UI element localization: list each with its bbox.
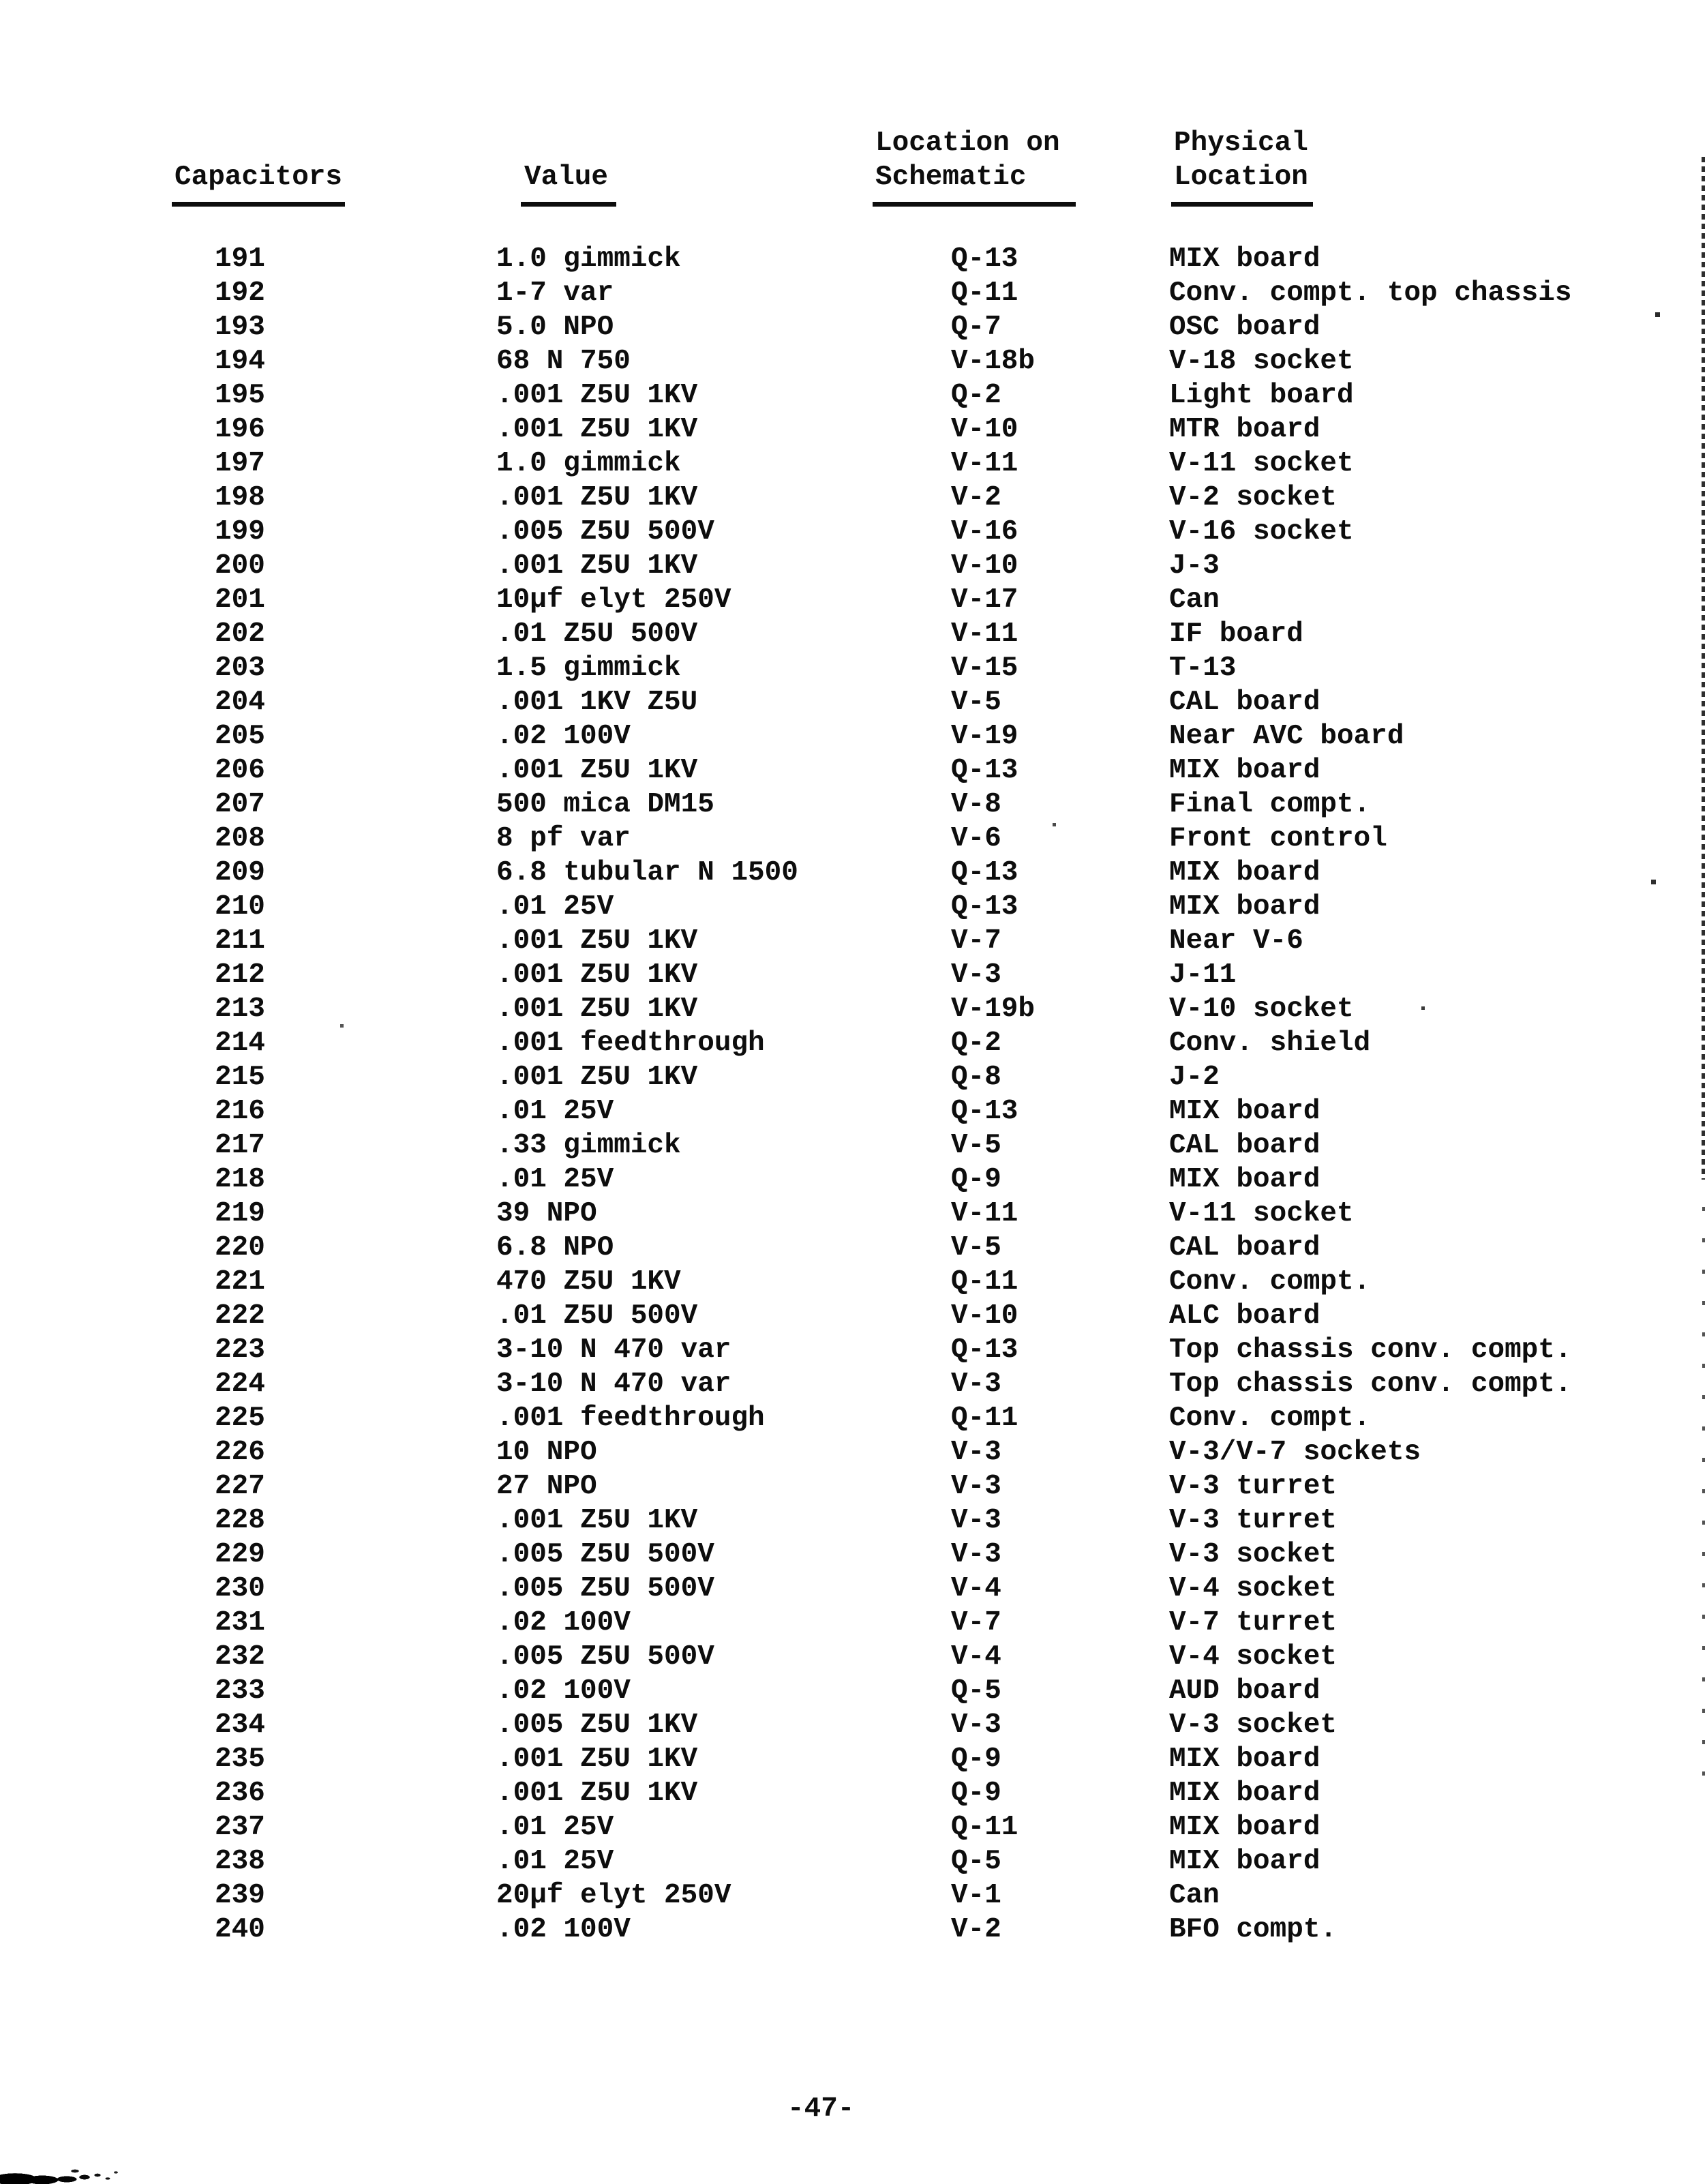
capacitor-number: 237 [215,1812,265,1843]
schematic-location: V-5 [951,1232,1001,1263]
physical-location: V-3 socket [1169,1539,1338,1570]
schematic-location: Q-13 [951,891,1018,923]
capacitor-value: 1.0 gimmick [496,243,681,275]
table-row [0,549,1707,583]
capacitor-value: 3-10 N 470 var [496,1334,731,1366]
capacitor-number: 224 [215,1368,265,1400]
table-row [0,1401,1707,1435]
capacitor-value: .005 Z5U 500V [496,1641,714,1673]
table-row [0,685,1707,719]
capacitor-number: 204 [215,687,265,718]
physical-location: MIX board [1169,1812,1320,1843]
physical-location: IF board [1169,618,1303,650]
schematic-location: V-11 [951,448,1018,479]
capacitor-value: .001 Z5U 1KV [496,755,698,786]
capacitor-value: .02 100V [496,721,631,752]
capacitor-value: .01 Z5U 500V [496,618,698,650]
table-row [0,1026,1707,1060]
physical-location: V-4 socket [1169,1641,1338,1673]
header-location-on-schematic-line2: Schematic [875,162,1027,193]
physical-location: MIX board [1169,1778,1320,1809]
physical-location: CAL board [1169,687,1320,718]
table-row [0,1776,1707,1810]
physical-location: MIX board [1169,755,1320,786]
physical-location: MIX board [1169,857,1320,888]
table-row [0,1504,1707,1538]
physical-location: V-7 turret [1169,1607,1338,1639]
table-row [0,1128,1707,1163]
schematic-location: V-19b [951,993,1036,1025]
capacitor-value: 1.5 gimmick [496,653,681,684]
capacitor-number: 217 [215,1130,265,1161]
physical-location: V-3 turret [1169,1471,1338,1502]
capacitor-number: 218 [215,1164,265,1195]
capacitor-value: .01 25V [496,1096,614,1127]
physical-location: V-2 socket [1169,482,1338,513]
capacitor-number: 216 [215,1096,265,1127]
capacitor-value: .001 Z5U 1KV [496,380,698,411]
header-physical-location-line2: Location [1174,162,1308,193]
capacitor-number: 235 [215,1744,265,1775]
physical-location: Conv. compt. top chassis [1169,278,1572,309]
capacitor-number: 193 [215,312,265,343]
physical-location: V-3 turret [1169,1505,1338,1536]
table-row [0,515,1707,549]
table-row [0,1913,1707,1947]
capacitor-number: 226 [215,1437,265,1468]
header-capacitors: Capacitors [175,162,343,193]
physical-location: Can [1169,584,1220,616]
capacitor-value: 1.0 gimmick [496,448,681,479]
physical-location: V-10 socket [1169,993,1354,1025]
physical-location: Conv. compt. [1169,1403,1371,1434]
underline-schematic [873,202,1076,207]
physical-location: CAL board [1169,1130,1320,1161]
physical-location: Near V-6 [1169,925,1303,957]
capacitor-value: .001 Z5U 1KV [496,993,698,1025]
schematic-location: V-19 [951,721,1018,752]
schematic-location: V-15 [951,653,1018,684]
schematic-location: V-1 [951,1880,1001,1911]
scan-ink-smudge [0,2166,130,2184]
table-row [0,1197,1707,1231]
capacitor-value: 20μf elyt 250V [496,1880,731,1911]
schematic-location: V-3 [951,1437,1001,1468]
physical-location: V-3 socket [1169,1709,1338,1741]
table-row [0,1265,1707,1299]
capacitor-number: 225 [215,1403,265,1434]
capacitor-number: 228 [215,1505,265,1536]
capacitor-number: 202 [215,618,265,650]
capacitor-number: 205 [215,721,265,752]
physical-location: V-3/V-7 sockets [1169,1437,1421,1468]
table-row [0,481,1707,515]
table-row [0,413,1707,447]
table-row [0,719,1707,753]
capacitor-value: .01 25V [496,1846,614,1877]
table-row [0,1844,1707,1879]
schematic-location: V-3 [951,1709,1001,1741]
physical-location: J-11 [1169,959,1237,991]
physical-location: BFO compt. [1169,1914,1338,1945]
schematic-location: V-4 [951,1641,1001,1673]
schematic-location: V-7 [951,925,1001,957]
capacitor-number: 231 [215,1607,265,1639]
table-row [0,276,1707,310]
header-location-on-schematic-line1: Location on [875,128,1060,159]
capacitor-value: .001 Z5U 1KV [496,414,698,445]
capacitor-number: 240 [215,1914,265,1945]
schematic-location: Q-9 [951,1778,1001,1809]
table-row [0,583,1707,617]
table-row [0,1333,1707,1367]
schematic-location: V-3 [951,1539,1001,1570]
capacitor-value: .001 Z5U 1KV [496,550,698,582]
scan-edge-dash-artifact [1702,157,1705,1180]
capacitor-value: .02 100V [496,1607,631,1639]
capacitor-value: .001 1KV Z5U [496,687,698,718]
physical-location: Conv. compt. [1169,1266,1371,1298]
table-row [0,1469,1707,1504]
capacitor-number: 223 [215,1334,265,1366]
physical-location: J-2 [1169,1062,1220,1093]
schematic-location: V-3 [951,959,1001,991]
table-row [0,1640,1707,1674]
capacitor-value: .02 100V [496,1914,631,1945]
capacitor-number: 208 [215,823,265,854]
capacitor-number: 212 [215,959,265,991]
physical-location: V-4 socket [1169,1573,1338,1604]
capacitor-number: 221 [215,1266,265,1298]
capacitor-value: 5.0 NPO [496,312,614,343]
schematic-location: V-4 [951,1573,1001,1604]
capacitor-value: 68 N 750 [496,346,631,377]
scan-speck-artifacts [0,0,2,2]
schematic-location: V-3 [951,1505,1001,1536]
capacitor-number: 192 [215,278,265,309]
physical-location: Conv. shield [1169,1028,1371,1059]
table-row [0,1299,1707,1333]
capacitor-number: 201 [215,584,265,616]
table-row [0,1163,1707,1197]
physical-location: Final compt. [1169,789,1371,820]
scan-edge-dash-artifact-lower [1702,1207,1705,1793]
table-row [0,753,1707,788]
capacitor-value: .01 Z5U 500V [496,1300,698,1332]
capacitor-number: 234 [215,1709,265,1741]
physical-location: CAL board [1169,1232,1320,1263]
capacitor-number: 238 [215,1846,265,1877]
capacitor-number: 195 [215,380,265,411]
capacitor-number: 233 [215,1675,265,1707]
schematic-location: V-10 [951,550,1018,582]
physical-location: Near AVC board [1169,721,1404,752]
capacitor-value: 10μf elyt 250V [496,584,731,616]
capacitor-number: 198 [215,482,265,513]
physical-location: V-18 socket [1169,346,1354,377]
capacitor-number: 207 [215,789,265,820]
table-row [0,1674,1707,1708]
physical-location: V-11 socket [1169,448,1354,479]
schematic-location: Q-9 [951,1164,1001,1195]
schematic-location: Q-11 [951,1403,1018,1434]
capacitor-number: 210 [215,891,265,923]
capacitor-number: 191 [215,243,265,275]
capacitor-value: .005 Z5U 500V [496,1573,714,1604]
physical-location: T-13 [1169,653,1237,684]
schematic-location: V-11 [951,1198,1018,1229]
capacitor-number: 236 [215,1778,265,1809]
capacitor-number: 214 [215,1028,265,1059]
capacitor-value: .001 Z5U 1KV [496,1778,698,1809]
underline-capacitors [172,202,345,207]
capacitor-value: 10 NPO [496,1437,597,1468]
schematic-location: V-16 [951,516,1018,548]
physical-location: MIX board [1169,1164,1320,1195]
capacitor-number: 211 [215,925,265,957]
physical-location: MIX board [1169,891,1320,923]
capacitor-number: 227 [215,1471,265,1502]
table-row [0,958,1707,992]
capacitor-value: .005 Z5U 500V [496,1539,714,1570]
physical-location: MIX board [1169,243,1320,275]
table-row [0,1810,1707,1844]
capacitor-value: .01 25V [496,1812,614,1843]
table-row [0,447,1707,481]
table-row [0,1606,1707,1640]
table-row [0,788,1707,822]
capacitor-value: .001 Z5U 1KV [496,959,698,991]
table-row [0,242,1707,276]
physical-location: OSC board [1169,312,1320,343]
capacitor-value: .001 Z5U 1KV [496,1505,698,1536]
schematic-location: V-10 [951,414,1018,445]
table-row [0,822,1707,856]
header-value: Value [524,162,609,193]
physical-location: Light board [1169,380,1354,411]
physical-location: V-11 socket [1169,1198,1354,1229]
capacitor-value: .001 feedthrough [496,1028,765,1059]
table-row [0,1231,1707,1265]
capacitor-value: 470 Z5U 1KV [496,1266,681,1298]
underline-location [1171,202,1313,207]
schematic-location: V-18b [951,346,1036,377]
table-row [0,310,1707,344]
schematic-location: V-5 [951,687,1001,718]
capacitor-number: 213 [215,993,265,1025]
capacitor-number: 219 [215,1198,265,1229]
capacitor-value: 39 NPO [496,1198,597,1229]
capacitor-value: 6.8 tubular N 1500 [496,857,798,888]
capacitor-value: .01 25V [496,891,614,923]
schematic-location: Q-11 [951,1812,1018,1843]
schematic-location: Q-13 [951,755,1018,786]
physical-location: V-16 socket [1169,516,1354,548]
capacitor-number: 229 [215,1539,265,1570]
schematic-location: V-11 [951,618,1018,650]
capacitor-number: 220 [215,1232,265,1263]
table-row [0,856,1707,890]
table-row [0,924,1707,958]
page-number: -47- [787,2093,855,2125]
capacitor-number: 222 [215,1300,265,1332]
physical-location: MTR board [1169,414,1320,445]
table-row [0,1538,1707,1572]
schematic-location: Q-7 [951,312,1001,343]
capacitor-number: 200 [215,550,265,582]
physical-location: ALC board [1169,1300,1320,1332]
schematic-location: Q-13 [951,1334,1018,1366]
table-row [0,1060,1707,1094]
capacitor-number: 232 [215,1641,265,1673]
table-row [0,1572,1707,1606]
capacitor-value: 500 mica DM15 [496,789,714,820]
capacitor-number: 203 [215,653,265,684]
table-row [0,992,1707,1026]
schematic-location: Q-8 [951,1062,1001,1093]
physical-location: J-3 [1169,550,1220,582]
physical-location: Top chassis conv. compt. [1169,1334,1572,1366]
physical-location: Can [1169,1880,1220,1911]
schematic-location: Q-13 [951,243,1018,275]
schematic-location: V-7 [951,1607,1001,1639]
capacitor-value: .01 25V [496,1164,614,1195]
schematic-location: Q-13 [951,1096,1018,1127]
capacitor-value: .001 Z5U 1KV [496,1062,698,1093]
table-row [0,1094,1707,1128]
underline-value [521,202,616,207]
physical-location: MIX board [1169,1744,1320,1775]
table-row [0,378,1707,413]
capacitor-value: .001 Z5U 1KV [496,482,698,513]
physical-location: Front control [1169,823,1387,854]
table-row [0,1742,1707,1776]
capacitor-value: 3-10 N 470 var [496,1368,731,1400]
table-row [0,651,1707,685]
physical-location: AUD board [1169,1675,1320,1707]
capacitor-value: 1-7 var [496,278,614,309]
schematic-location: V-3 [951,1368,1001,1400]
schematic-location: V-6 [951,823,1001,854]
schematic-location: V-17 [951,584,1018,616]
schematic-location: V-3 [951,1471,1001,1502]
table-row [0,1367,1707,1401]
capacitor-number: 196 [215,414,265,445]
capacitor-value: .005 Z5U 1KV [496,1709,698,1741]
capacitor-number: 194 [215,346,265,377]
capacitor-value: .001 feedthrough [496,1403,765,1434]
capacitor-number: 209 [215,857,265,888]
capacitor-number: 206 [215,755,265,786]
schematic-location: Q-11 [951,1266,1018,1298]
capacitor-number: 197 [215,448,265,479]
schematic-location: Q-5 [951,1675,1001,1707]
table-row [0,344,1707,378]
capacitor-number: 199 [215,516,265,548]
capacitor-value: 6.8 NPO [496,1232,614,1263]
schematic-location: V-5 [951,1130,1001,1161]
schematic-location: V-2 [951,482,1001,513]
physical-location: MIX board [1169,1846,1320,1877]
capacitor-value: .33 gimmick [496,1130,681,1161]
schematic-location: V-10 [951,1300,1018,1332]
capacitor-value: .02 100V [496,1675,631,1707]
table-row [0,1708,1707,1742]
schematic-location: Q-2 [951,1028,1001,1059]
capacitor-value: .005 Z5U 500V [496,516,714,548]
capacitor-number: 215 [215,1062,265,1093]
schematic-location: Q-13 [951,857,1018,888]
schematic-location: Q-11 [951,278,1018,309]
table-row [0,890,1707,924]
schematic-location: Q-9 [951,1744,1001,1775]
schematic-location: Q-5 [951,1846,1001,1877]
schematic-location: Q-2 [951,380,1001,411]
capacitor-value: .001 Z5U 1KV [496,1744,698,1775]
capacitor-value: .001 Z5U 1KV [496,925,698,957]
capacitor-number: 239 [215,1880,265,1911]
physical-location: Top chassis conv. compt. [1169,1368,1572,1400]
capacitor-value: 8 pf var [496,823,631,854]
table-row [0,617,1707,651]
header-physical-location-line1: Physical [1174,128,1308,159]
schematic-location: V-2 [951,1914,1001,1945]
physical-location: MIX board [1169,1096,1320,1127]
schematic-location: V-8 [951,789,1001,820]
table-row [0,1435,1707,1469]
capacitor-value: 27 NPO [496,1471,597,1502]
table-row [0,1879,1707,1913]
capacitor-number: 230 [215,1573,265,1604]
